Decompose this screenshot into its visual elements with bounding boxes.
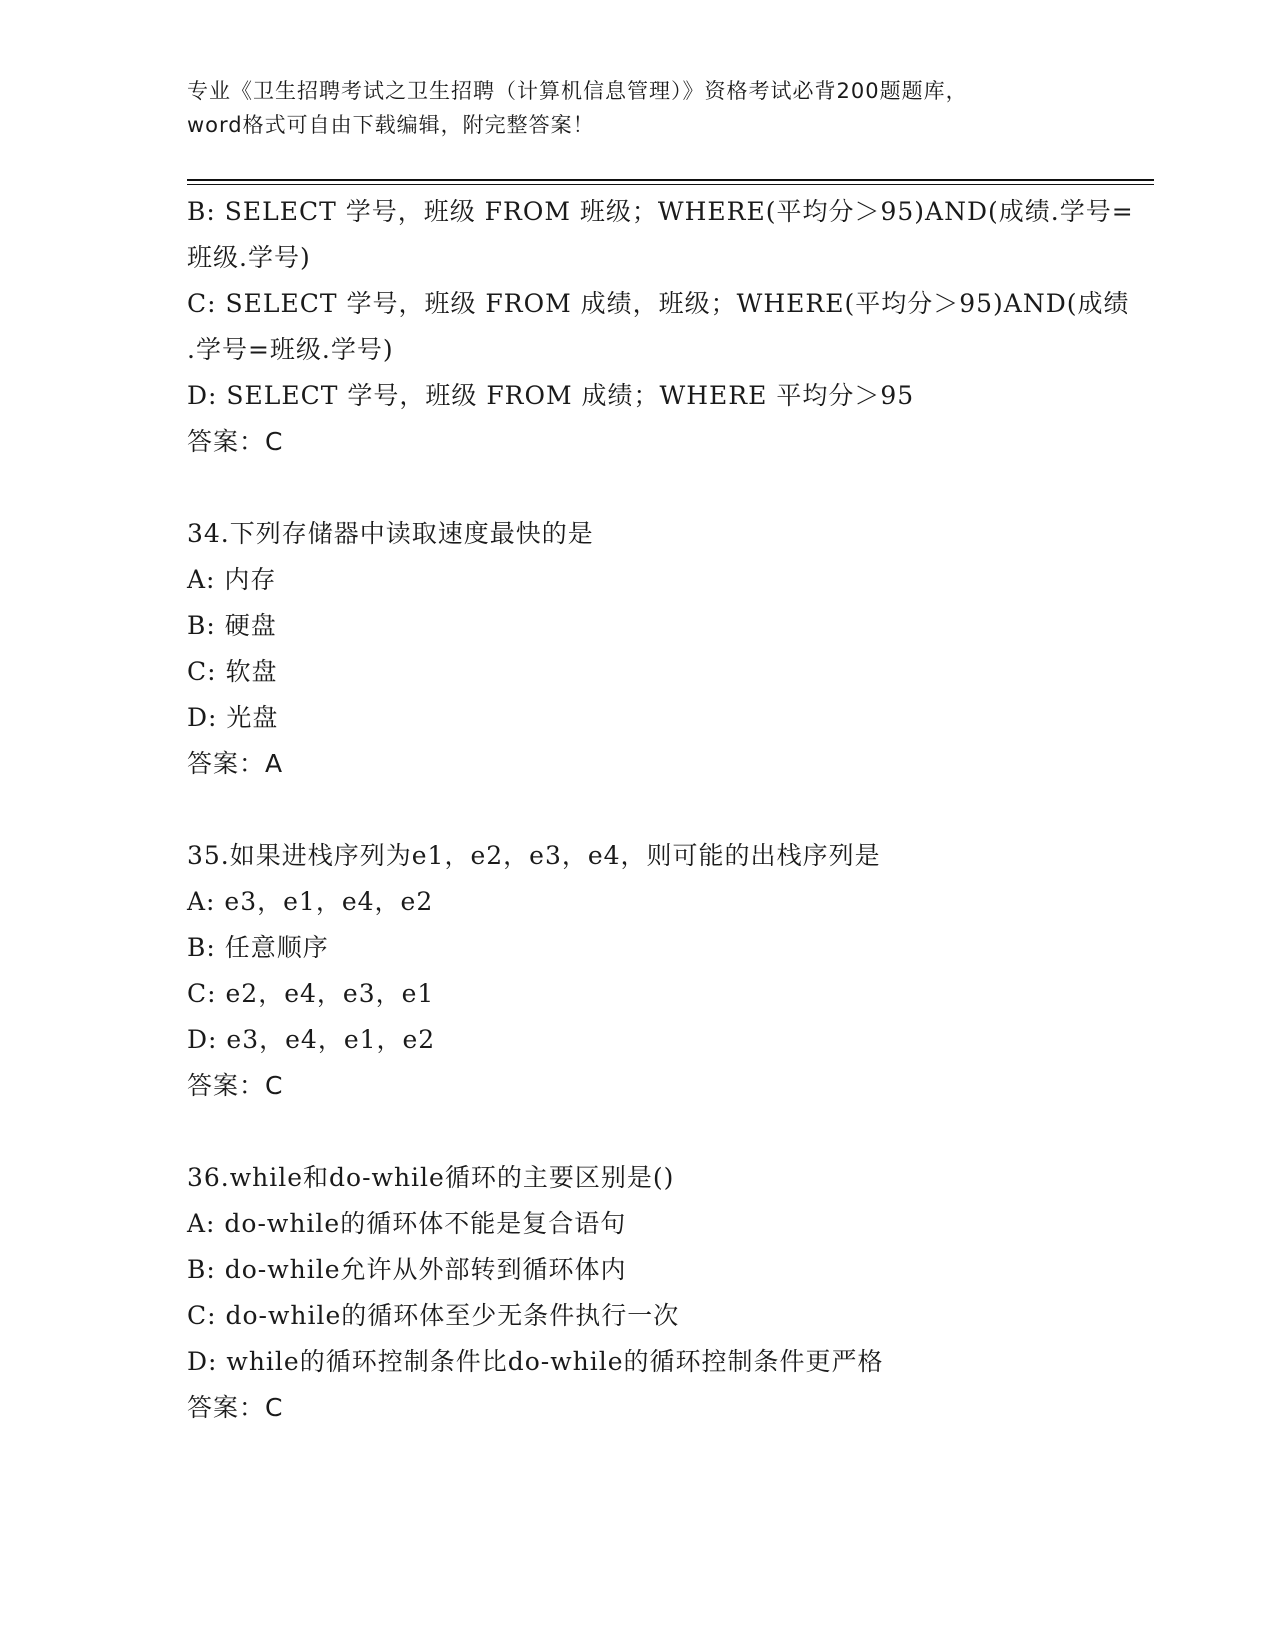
option-c: C: do-while的循环体至少无条件执行一次 (187, 1301, 680, 1330)
option-b-line-2: 班级.学号) (187, 243, 311, 272)
question-stem: 34.下列存储器中读取速度最快的是 (187, 519, 594, 548)
question-block-35 (187, 833, 1087, 1109)
option-b: B: do-while允许从外部转到循环体内 (187, 1255, 627, 1284)
option-d: D: while的循环控制条件比do-while的循环控制条件更严格 (187, 1347, 884, 1376)
answer: 答案：C (187, 1393, 284, 1422)
page-header (187, 74, 1087, 142)
option-a: A: e3，e1，e4，e2 (187, 887, 434, 916)
header-divider-thick (187, 179, 1154, 181)
answer: 答案：C (187, 427, 284, 456)
option-d: D: 光盘 (187, 703, 279, 732)
header-divider-thin (187, 184, 1154, 185)
question-block-36 (187, 1155, 1087, 1431)
document-body (187, 189, 1134, 1431)
option-b: B: 任意顺序 (187, 933, 329, 962)
answer: 答案：A (187, 749, 284, 778)
option-d: D: SELECT 学号，班级 FROM 成绩；WHERE 平均分＞95 (187, 381, 915, 410)
option-c-line-1: C: SELECT 学号，班级 FROM 成绩，班级；WHERE(平均分＞95)AND(成绩 (187, 289, 1130, 318)
option-d: D: e3，e4，e1，e2 (187, 1025, 436, 1054)
option-a: A: do-while的循环体不能是复合语句 (187, 1209, 627, 1238)
option-c-line-2: .学号=班级.学号) (187, 335, 394, 364)
question-stem: 35.如果进栈序列为e1，e2，e3，e4，则可能的出栈序列是 (187, 841, 881, 870)
question-stem: 36.while和do-while循环的主要区别是() (187, 1163, 675, 1192)
question-block-34 (187, 511, 1087, 787)
header-line-2: word格式可自由下载编辑，附完整答案！ (187, 113, 595, 137)
header-line-1: 专业《卫生招聘考试之卫生招聘（计算机信息管理）》资格考试必背200题题库， (187, 79, 968, 103)
option-c: C: e2，e4，e3，e1 (187, 979, 435, 1008)
option-c: C: 软盘 (187, 657, 278, 686)
question-block-33 (187, 189, 1134, 465)
option-a: A: 内存 (187, 565, 277, 594)
option-b: B: 硬盘 (187, 611, 277, 640)
option-b-line-1: B: SELECT 学号，班级 FROM 班级；WHERE(平均分＞95)AND(成绩.学号= (187, 197, 1134, 226)
answer: 答案：C (187, 1071, 284, 1100)
